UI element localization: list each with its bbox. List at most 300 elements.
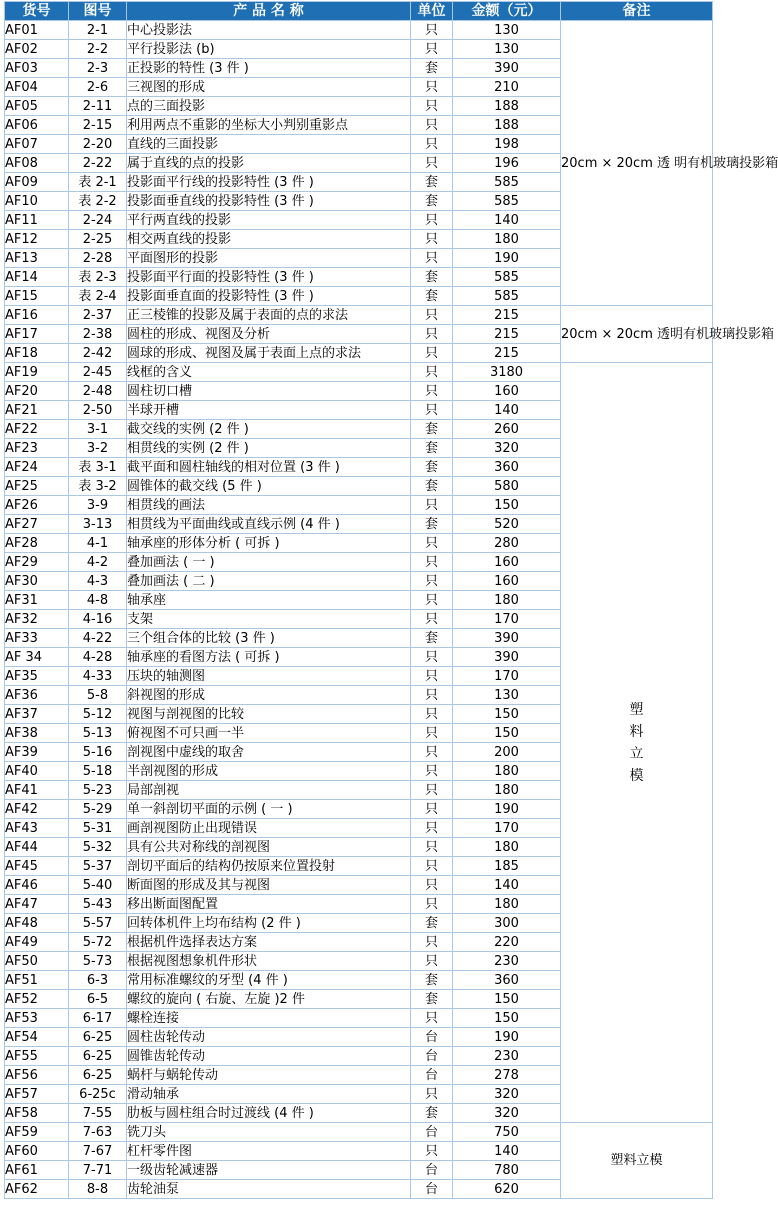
price: 278	[453, 1066, 561, 1085]
product-name: 点的三面投影	[127, 97, 411, 116]
product-name: 视图与剖视图的比较	[127, 705, 411, 724]
price: 140	[453, 211, 561, 230]
product-name: 斜视图的形成	[127, 686, 411, 705]
remark-cell: 塑料立模	[561, 1123, 713, 1199]
unit: 台	[411, 1161, 453, 1180]
figure-number: 5-13	[69, 724, 127, 743]
price: 580	[453, 477, 561, 496]
item-code: AF06	[5, 116, 69, 135]
unit: 只	[411, 21, 453, 40]
item-code: AF54	[5, 1028, 69, 1047]
item-code: AF33	[5, 629, 69, 648]
price: 320	[453, 1104, 561, 1123]
price: 230	[453, 952, 561, 971]
product-name: 圆锥齿轮传动	[127, 1047, 411, 1066]
figure-number: 4-3	[69, 572, 127, 591]
item-code: AF 34	[5, 648, 69, 667]
figure-number: 6-3	[69, 971, 127, 990]
product-name: 三个组合体的比较 (3 件 )	[127, 629, 411, 648]
price: 185	[453, 857, 561, 876]
product-name: 回转体机件上均布结构 (2 件 )	[127, 914, 411, 933]
item-code: AF35	[5, 667, 69, 686]
price: 585	[453, 173, 561, 192]
product-name: 圆柱的形成、视图及分析	[127, 325, 411, 344]
price: 170	[453, 819, 561, 838]
price: 215	[453, 325, 561, 344]
price: 320	[453, 439, 561, 458]
unit: 只	[411, 382, 453, 401]
figure-number: 5-73	[69, 952, 127, 971]
figure-number: 2-2	[69, 40, 127, 59]
unit: 只	[411, 591, 453, 610]
price: 390	[453, 648, 561, 667]
unit: 只	[411, 249, 453, 268]
product-name: 根据机件选择表达方案	[127, 933, 411, 952]
figure-number: 表 2-1	[69, 173, 127, 192]
price: 180	[453, 781, 561, 800]
unit: 套	[411, 268, 453, 287]
unit: 套	[411, 1104, 453, 1123]
item-code: AF38	[5, 724, 69, 743]
item-code: AF16	[5, 306, 69, 325]
item-code: AF60	[5, 1142, 69, 1161]
unit: 只	[411, 933, 453, 952]
figure-number: 5-40	[69, 876, 127, 895]
item-code: AF05	[5, 97, 69, 116]
unit: 套	[411, 192, 453, 211]
item-code: AF61	[5, 1161, 69, 1180]
price: 160	[453, 572, 561, 591]
item-code: AF52	[5, 990, 69, 1009]
unit: 套	[411, 990, 453, 1009]
price: 150	[453, 705, 561, 724]
remark-cell: 20cm × 20cm 透明有机玻璃投影箱	[561, 306, 713, 363]
figure-number: 2-20	[69, 135, 127, 154]
product-name: 投影面垂直面的投影特性 (3 件 )	[127, 287, 411, 306]
price: 170	[453, 667, 561, 686]
figure-number: 2-11	[69, 97, 127, 116]
unit: 只	[411, 1085, 453, 1104]
unit: 只	[411, 230, 453, 249]
price: 620	[453, 1180, 561, 1199]
unit: 只	[411, 325, 453, 344]
product-name: 移出断面图配置	[127, 895, 411, 914]
product-name: 平面图形的投影	[127, 249, 411, 268]
price: 140	[453, 401, 561, 420]
unit: 只	[411, 686, 453, 705]
price: 210	[453, 78, 561, 97]
unit: 只	[411, 743, 453, 762]
product-name: 断面图的形成及其与视图	[127, 876, 411, 895]
unit: 只	[411, 211, 453, 230]
item-code: AF02	[5, 40, 69, 59]
product-name: 齿轮油泵	[127, 1180, 411, 1199]
item-code: AF45	[5, 857, 69, 876]
product-name: 蜗杆与蜗轮传动	[127, 1066, 411, 1085]
price: 150	[453, 990, 561, 1009]
unit: 只	[411, 306, 453, 325]
figure-number: 2-25	[69, 230, 127, 249]
product-name: 圆球的形成、视图及属于表面上点的求法	[127, 344, 411, 363]
figure-number: 6-25	[69, 1047, 127, 1066]
header-note: 备注	[561, 2, 713, 21]
unit: 只	[411, 876, 453, 895]
unit: 只	[411, 838, 453, 857]
product-name: 压块的轴测图	[127, 667, 411, 686]
product-name: 局部剖视	[127, 781, 411, 800]
unit: 只	[411, 154, 453, 173]
price: 150	[453, 724, 561, 743]
price: 180	[453, 230, 561, 249]
figure-number: 2-42	[69, 344, 127, 363]
product-name: 螺纹的旋向 ( 右旋、左旋 )2 件	[127, 990, 411, 1009]
price: 130	[453, 21, 561, 40]
header-fig: 图号	[69, 2, 127, 21]
unit: 套	[411, 629, 453, 648]
price: 215	[453, 344, 561, 363]
figure-number: 5-12	[69, 705, 127, 724]
item-code: AF58	[5, 1104, 69, 1123]
item-code: AF15	[5, 287, 69, 306]
price: 160	[453, 553, 561, 572]
product-name: 投影面垂直线的投影特性 (3 件 )	[127, 192, 411, 211]
item-code: AF23	[5, 439, 69, 458]
item-code: AF11	[5, 211, 69, 230]
unit: 只	[411, 610, 453, 629]
product-name: 相贯线的实例 (2 件 )	[127, 439, 411, 458]
price: 188	[453, 116, 561, 135]
table-row	[5, 363, 713, 382]
table-header-row	[5, 2, 713, 21]
unit: 台	[411, 1066, 453, 1085]
item-code: AF30	[5, 572, 69, 591]
price: 300	[453, 914, 561, 933]
price: 140	[453, 1142, 561, 1161]
price: 180	[453, 838, 561, 857]
price: 585	[453, 268, 561, 287]
product-name: 常用标准螺纹的牙型 (4 件 )	[127, 971, 411, 990]
figure-number: 5-29	[69, 800, 127, 819]
figure-number: 7-71	[69, 1161, 127, 1180]
product-name: 投影面平行面的投影特性 (3 件 )	[127, 268, 411, 287]
unit: 只	[411, 952, 453, 971]
item-code: AF14	[5, 268, 69, 287]
price: 160	[453, 382, 561, 401]
product-name: 具有公共对称线的剖视图	[127, 838, 411, 857]
price: 360	[453, 458, 561, 477]
unit: 只	[411, 534, 453, 553]
unit: 只	[411, 1009, 453, 1028]
price: 198	[453, 135, 561, 154]
figure-number: 7-67	[69, 1142, 127, 1161]
figure-number: 7-63	[69, 1123, 127, 1142]
item-code: AF42	[5, 800, 69, 819]
figure-number: 6-25	[69, 1028, 127, 1047]
figure-number: 5-18	[69, 762, 127, 781]
item-code: AF03	[5, 59, 69, 78]
item-code: AF22	[5, 420, 69, 439]
product-name: 相交两直线的投影	[127, 230, 411, 249]
unit: 套	[411, 439, 453, 458]
price: 140	[453, 876, 561, 895]
item-code: AF56	[5, 1066, 69, 1085]
product-name: 根据视图想象机件形状	[127, 952, 411, 971]
unit: 只	[411, 1142, 453, 1161]
product-name: 画剖视图防止出现错误	[127, 819, 411, 838]
item-code: AF09	[5, 173, 69, 192]
item-code: AF20	[5, 382, 69, 401]
item-code: AF47	[5, 895, 69, 914]
unit: 只	[411, 135, 453, 154]
unit: 只	[411, 553, 453, 572]
figure-number: 表 3-1	[69, 458, 127, 477]
unit: 只	[411, 648, 453, 667]
figure-number: 5-72	[69, 933, 127, 952]
product-name: 滑动轴承	[127, 1085, 411, 1104]
figure-number: 7-55	[69, 1104, 127, 1123]
figure-number: 3-2	[69, 439, 127, 458]
price: 280	[453, 534, 561, 553]
figure-number: 4-22	[69, 629, 127, 648]
item-code: AF39	[5, 743, 69, 762]
price: 190	[453, 249, 561, 268]
product-name: 截平面和圆柱轴线的相对位置 (3 件 )	[127, 458, 411, 477]
price: 390	[453, 629, 561, 648]
item-code: AF37	[5, 705, 69, 724]
figure-number: 2-38	[69, 325, 127, 344]
table-row	[5, 1123, 713, 1142]
price: 150	[453, 496, 561, 515]
unit: 只	[411, 724, 453, 743]
item-code: AF18	[5, 344, 69, 363]
header-price: 金额（元）	[453, 2, 561, 21]
price: 188	[453, 97, 561, 116]
unit: 只	[411, 572, 453, 591]
product-name: 相贯线的画法	[127, 496, 411, 515]
item-code: AF21	[5, 401, 69, 420]
remark-cell	[561, 363, 713, 1123]
product-name: 平行两直线的投影	[127, 211, 411, 230]
product-name: 属于直线的点的投影	[127, 154, 411, 173]
remark-cell: 20cm × 20cm 透 明有机玻璃投影箱	[561, 21, 713, 306]
figure-number: 8-8	[69, 1180, 127, 1199]
price: 780	[453, 1161, 561, 1180]
unit: 只	[411, 705, 453, 724]
table-body	[5, 21, 778, 1199]
item-code: AF04	[5, 78, 69, 97]
product-name: 正投影的特性 (3 件 )	[127, 59, 411, 78]
item-code: AF19	[5, 363, 69, 382]
product-name: 圆锥体的截交线 (5 件 )	[127, 477, 411, 496]
price: 320	[453, 1085, 561, 1104]
figure-number: 2-1	[69, 21, 127, 40]
product-name: 轴承座的看图方法 ( 可拆 )	[127, 648, 411, 667]
price: 190	[453, 1028, 561, 1047]
price: 130	[453, 40, 561, 59]
figure-number: 4-8	[69, 591, 127, 610]
unit: 台	[411, 1180, 453, 1199]
figure-number: 表 3-2	[69, 477, 127, 496]
item-code: AF40	[5, 762, 69, 781]
item-code: AF43	[5, 819, 69, 838]
product-name: 中心投影法	[127, 21, 411, 40]
product-name: 截交线的实例 (2 件 )	[127, 420, 411, 439]
figure-number: 5-43	[69, 895, 127, 914]
unit: 只	[411, 819, 453, 838]
price: 390	[453, 59, 561, 78]
unit: 套	[411, 971, 453, 990]
figure-number: 3-1	[69, 420, 127, 439]
figure-number: 5-57	[69, 914, 127, 933]
price: 180	[453, 591, 561, 610]
product-name: 线框的含义	[127, 363, 411, 382]
figure-number: 2-15	[69, 116, 127, 135]
item-code: AF41	[5, 781, 69, 800]
figure-number: 4-28	[69, 648, 127, 667]
item-code: AF55	[5, 1047, 69, 1066]
unit: 只	[411, 667, 453, 686]
unit: 套	[411, 515, 453, 534]
product-name: 利用两点不重影的坐标大小判别重影点	[127, 116, 411, 135]
product-name: 支架	[127, 610, 411, 629]
item-code: AF17	[5, 325, 69, 344]
figure-number: 5-23	[69, 781, 127, 800]
product-name: 半剖视图的形成	[127, 762, 411, 781]
unit: 台	[411, 1028, 453, 1047]
figure-number: 6-25c	[69, 1085, 127, 1104]
item-code: AF57	[5, 1085, 69, 1104]
item-code: AF24	[5, 458, 69, 477]
item-code: AF26	[5, 496, 69, 515]
product-name: 剖视图中虚线的取舍	[127, 743, 411, 762]
product-name: 直线的三面投影	[127, 135, 411, 154]
price: 180	[453, 762, 561, 781]
table-row	[5, 21, 713, 40]
price: 220	[453, 933, 561, 952]
header-code: 货号	[5, 2, 69, 21]
unit: 只	[411, 363, 453, 382]
item-code: AF08	[5, 154, 69, 173]
figure-number: 5-32	[69, 838, 127, 857]
figure-number: 2-48	[69, 382, 127, 401]
figure-number: 5-8	[69, 686, 127, 705]
product-name: 螺栓连接	[127, 1009, 411, 1028]
figure-number: 5-37	[69, 857, 127, 876]
product-name: 剖切平面后的结构仍按原来位置投射	[127, 857, 411, 876]
price: 190	[453, 800, 561, 819]
product-name: 圆柱齿轮传动	[127, 1028, 411, 1047]
price: 750	[453, 1123, 561, 1142]
figure-number: 5-16	[69, 743, 127, 762]
item-code: AF31	[5, 591, 69, 610]
product-name: 轴承座的形体分析 ( 可拆 )	[127, 534, 411, 553]
unit: 只	[411, 857, 453, 876]
price: 196	[453, 154, 561, 173]
item-code: AF49	[5, 933, 69, 952]
item-code: AF32	[5, 610, 69, 629]
price: 180	[453, 895, 561, 914]
price: 230	[453, 1047, 561, 1066]
figure-number: 6-25	[69, 1066, 127, 1085]
unit: 台	[411, 1047, 453, 1066]
price: 200	[453, 743, 561, 762]
item-code: AF44	[5, 838, 69, 857]
unit: 只	[411, 344, 453, 363]
product-name: 正三棱锥的投影及属于表面的点的求法	[127, 306, 411, 325]
price: 3180	[453, 363, 561, 382]
unit: 只	[411, 800, 453, 819]
figure-number: 6-17	[69, 1009, 127, 1028]
unit: 套	[411, 477, 453, 496]
item-code: AF29	[5, 553, 69, 572]
item-code: AF51	[5, 971, 69, 990]
product-name: 叠加画法 ( 一 )	[127, 553, 411, 572]
price: 585	[453, 192, 561, 211]
unit: 只	[411, 496, 453, 515]
unit: 只	[411, 401, 453, 420]
figure-number: 4-16	[69, 610, 127, 629]
product-price-table	[4, 1, 778, 1199]
table-row	[5, 306, 713, 325]
unit: 套	[411, 458, 453, 477]
price: 130	[453, 686, 561, 705]
figure-number: 表 2-4	[69, 287, 127, 306]
unit: 套	[411, 914, 453, 933]
figure-number: 4-33	[69, 667, 127, 686]
unit: 台	[411, 1123, 453, 1142]
product-name: 半球开槽	[127, 401, 411, 420]
figure-number: 2-37	[69, 306, 127, 325]
unit: 套	[411, 287, 453, 306]
item-code: AF48	[5, 914, 69, 933]
product-name: 一级齿轮减速器	[127, 1161, 411, 1180]
figure-number: 2-28	[69, 249, 127, 268]
remark-text: 塑料立模	[629, 701, 644, 784]
figure-number: 3-13	[69, 515, 127, 534]
figure-number: 4-2	[69, 553, 127, 572]
product-name: 平行投影法 (b)	[127, 40, 411, 59]
item-code: AF07	[5, 135, 69, 154]
product-name: 三视图的形成	[127, 78, 411, 97]
figure-number: 表 2-2	[69, 192, 127, 211]
price: 150	[453, 1009, 561, 1028]
header-unit: 单位	[411, 2, 453, 21]
item-code: AF13	[5, 249, 69, 268]
unit: 只	[411, 97, 453, 116]
product-name: 杠杆零件图	[127, 1142, 411, 1161]
product-name: 投影面平行线的投影特性 (3 件 )	[127, 173, 411, 192]
figure-number: 2-24	[69, 211, 127, 230]
unit: 只	[411, 762, 453, 781]
figure-number: 2-45	[69, 363, 127, 382]
unit: 套	[411, 420, 453, 439]
figure-number: 6-5	[69, 990, 127, 1009]
item-code: AF27	[5, 515, 69, 534]
item-code: AF50	[5, 952, 69, 971]
price: 520	[453, 515, 561, 534]
unit: 只	[411, 40, 453, 59]
price: 585	[453, 287, 561, 306]
item-code: AF10	[5, 192, 69, 211]
product-name: 轴承座	[127, 591, 411, 610]
figure-number: 2-22	[69, 154, 127, 173]
figure-number: 表 2-3	[69, 268, 127, 287]
item-code: AF36	[5, 686, 69, 705]
figure-number: 2-3	[69, 59, 127, 78]
product-name: 肋板与圆柱组合时过渡线 (4 件 )	[127, 1104, 411, 1123]
item-code: AF46	[5, 876, 69, 895]
item-code: AF53	[5, 1009, 69, 1028]
